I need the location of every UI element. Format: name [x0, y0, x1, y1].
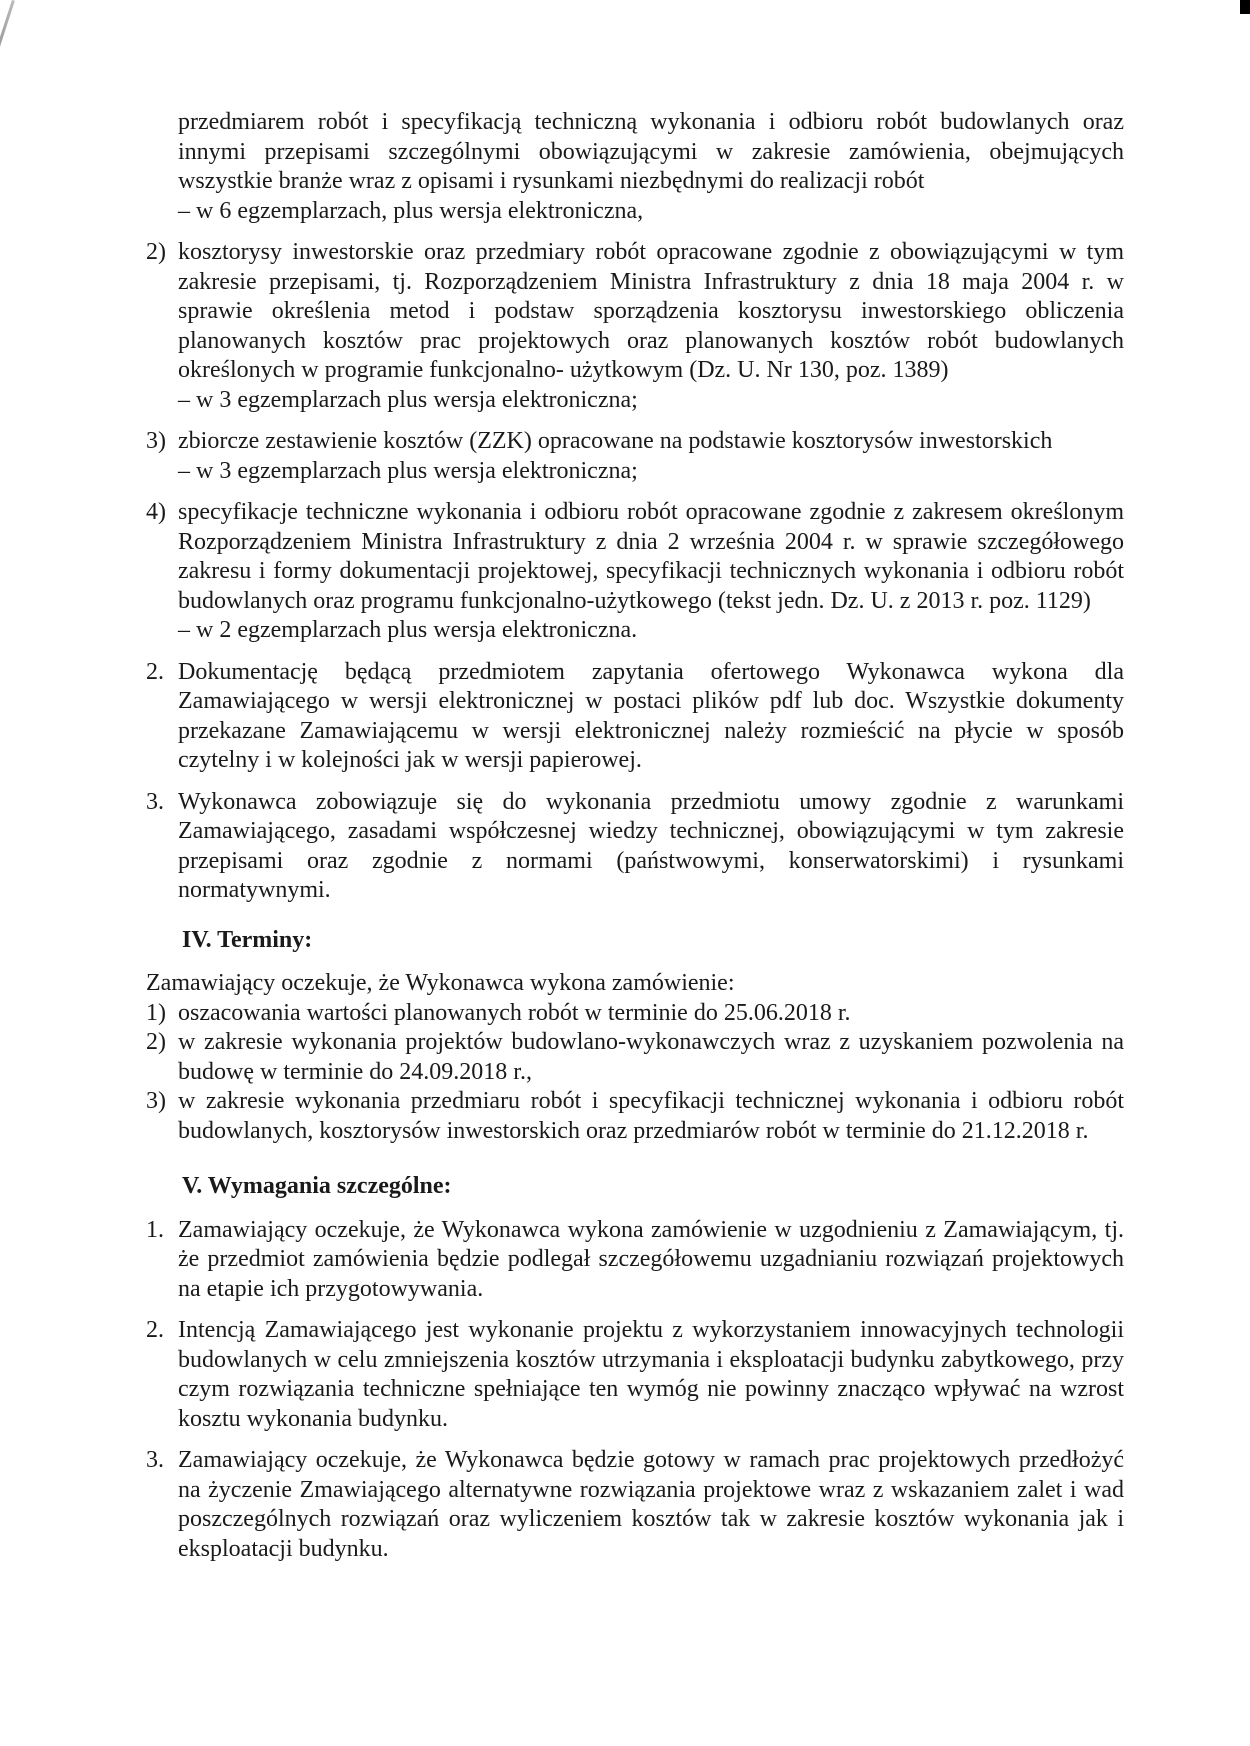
list-item-copies: – w 3 egzemplarzach plus wersja elektroniczna; [178, 457, 638, 484]
list-item [146, 1316, 1124, 1434]
scan-edge-mark [0, 0, 15, 229]
list-item-text: zbiorcze zestawienie kosztów (ZZK) opracowane na podstawie kosztorysów inwestorskich [178, 428, 1053, 454]
list-number: 2. [146, 658, 164, 685]
list-item-text: specyfikacje techniczne wykonania i odbioru robót opracowane zgodnie z zakresem określonym Rozporządzeniem Ministra Infrastruktury z dnia 2 września 2004 r. w sprawie szczegółowego zakresu i formy dokumentacji projektowej, specyfikacji technicznych wykonania i odbioru robót budowlanych oraz programu funkcjonalno-użytkowego (tekst jedn. Dz. U. z 2013 r. poz. 1129) [178, 499, 1124, 614]
list-number: 2. [146, 1317, 164, 1343]
list-item-text: Wykonawca zobowiązuje się do wykonania przedmiotu umowy zgodnie z warunkami Zamawiającego, zasadami współczesnej wiedzy technicznej, obowiązującymi w tym zakresie przepisami oraz zgodnie z normami (państwowymi, konserwatorskimi) i rysunkami normatywnymi. [178, 788, 1124, 903]
scan-corner-mark [1240, 0, 1250, 14]
section-heading-iv: IV. Terminy: [182, 926, 313, 953]
list-item [146, 238, 1124, 415]
list-item-text: w zakresie wykonania projektów budowlano-wykonawczych wraz z uzyskaniem pozwolenia na budowę w terminie do 24.09.2018 r., [178, 1029, 1124, 1085]
list-number: 2) [146, 239, 166, 265]
list-number: 4) [146, 499, 166, 525]
list-number: 3) [146, 1088, 166, 1114]
section-heading-v: V. Wymagania szczególne: [182, 1173, 452, 1199]
section-iv-intro: Zamawiający oczekuje, że Wykonawca wykona zamówienie: [146, 970, 735, 996]
continuation-text: przedmiarem robót i specyfikacją techniczną wykonania i odbioru robót budowlanych oraz innymi przepisami szczególnymi obowiązującymi w zakresie zamówienia, obejmujących wszystkie branże wraz z opisami i rysunkami niezbędnymi do realizacji robót [178, 109, 1124, 194]
list-number: 1. [146, 1216, 164, 1243]
requirements-list [146, 1216, 1124, 1565]
list-item-text: w zakresie wykonania przedmiaru robót i specyfikacji technicznej wykonania i odbioru robót budowlanych, kosztorysów inwestorskich oraz przedmiarów robót w terminie do 21.12.2018 r. [178, 1088, 1124, 1144]
list-item [146, 999, 1124, 1029]
list-item [146, 1028, 1124, 1087]
continuation-paragraph [146, 108, 1124, 226]
list-item [146, 658, 1124, 776]
list-item-text: oszacowania wartości planowanych robót w terminie do 25.06.2018 r. [178, 999, 851, 1026]
list-item-text: Zamawiający oczekuje, że Wykonawca wykona zamówienie w uzgodnieniu z Zamawiającym, tj. że przedmiot zamówienia będzie podlegał szczegółowemu uzgadnianiu rozwiązań projektowych na etapie ich przygotowywania. [178, 1216, 1124, 1302]
spacer [146, 1146, 1124, 1168]
list-number: 2) [146, 1029, 166, 1055]
list-item-text: Dokumentację będącą przedmiotem zapytania ofertowego Wykonawca wykona dla Zamawiającego w wersji elektronicznej w postaci plików pdf lub doc. Wszystkie dokumenty przekazane Zamawiającemu w wersji elektronicznej należy rozmieścić na płycie w sposób czytelny i w kolejności jak w wersji papierowej. [178, 658, 1124, 773]
list-number: 3) [146, 428, 166, 454]
list-item-text: Intencją Zamawiającego jest wykonanie projektu z wykorzystaniem innowacyjnych technologii budowlanych w celu zmniejszenia kosztów utrzymania i eksploatacji budynku zabytkowego, przy czym rozwiązania techniczne spełniające ten wymóg nie powinny znacząco wpływać na wzrost kosztu wykonania budynku. [178, 1317, 1124, 1432]
list-item-copies: – w 3 egzemplarzach plus wersja elektroniczna; [178, 386, 638, 413]
list-item-copies: – w 2 egzemplarzach plus wersja elektroniczna. [178, 617, 638, 643]
list-item [146, 788, 1124, 906]
list-item [146, 498, 1124, 646]
deliverables-list [146, 238, 1124, 646]
list-number: 1) [146, 999, 166, 1026]
points-list [146, 658, 1124, 906]
list-item-text: kosztorysy inwestorskie oraz przedmiary robót opracowane zgodnie z obowiązującymi w tym zakresie przepisami, tj. Rozporządzeniem Ministra Infrastruktury z dnia 18 maja 2004 r. w sprawie określenia metod i podstaw sporządzenia kosztorysu inwestorskiego obliczenia planowanych kosztów prac projektowych oraz planowanych kosztów robót budowlanych określonych w programie funkcjonalno- użytkowym (Dz. U. Nr 130, poz. 1389) [178, 239, 1124, 383]
list-number: 3. [146, 1447, 164, 1473]
document-body [146, 108, 1124, 1576]
list-item [146, 1446, 1124, 1564]
list-item [146, 1087, 1124, 1146]
list-item-text: Zamawiający oczekuje, że Wykonawca będzie gotowy w ramach prac projektowych przedłożyć na życzenie Zmawiającego alternatywne rozwiązania projektowe wraz z wskazaniem zalet i wad poszczególnych rozwiązań oraz wyliczeniem kosztów tak w zakresie kosztów wykonania jak i eksploatacji budynku. [178, 1447, 1124, 1562]
deadlines-list [146, 999, 1124, 1147]
list-item [146, 427, 1124, 486]
continuation-copies: – w 6 egzemplarzach, plus wersja elektroniczna, [178, 197, 644, 224]
list-number: 3. [146, 788, 164, 815]
list-item [146, 1216, 1124, 1305]
